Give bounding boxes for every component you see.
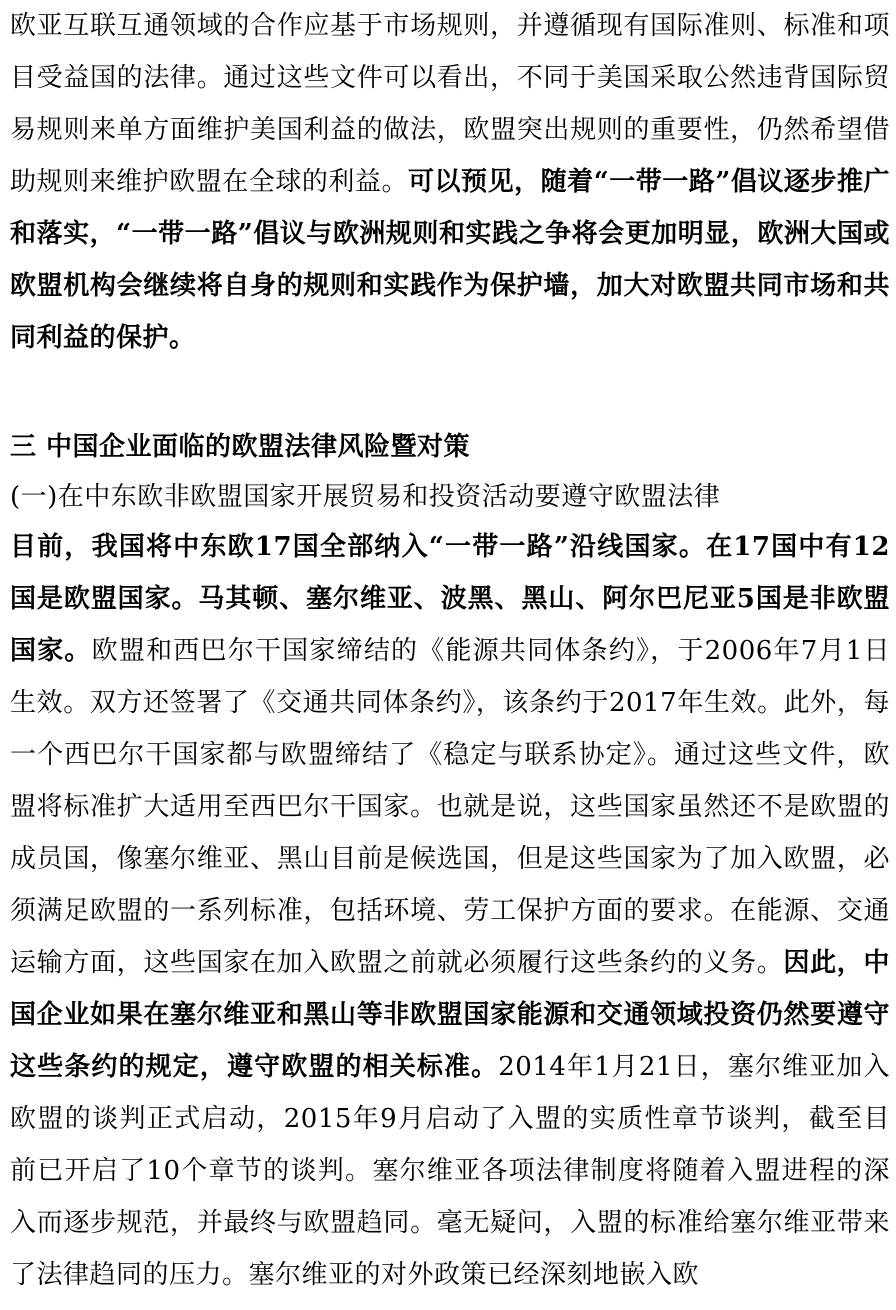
- paragraph-text: 欧盟和西巴尔干国家缔结的《能源共同体条约》，于2006年7月1日生效。双方还签署了《交通共同体条约》，该条约于2017年生效。此外，每一个西巴尔干国家都与欧盟缔结了《稳定与联系协定》。通过这些文件，欧盟将标准扩大适用至西巴尔干国家。也就是说，这些国家虽然还不是欧盟的成员国，像塞尔维亚、黑山目前是候选国，但是这些国家为了加入欧盟，必须满足欧盟的一系列标准，包括环境、劳工保护方面的要求。在能源、交通运输方面，这些国家在加入欧盟之前就必须履行这些条约的义务。: [10, 636, 890, 978]
- paragraph-text: 欧亚互联互通领域的合作应基于市场规则，并遵循现有国际准则、标准和项目受益国的法律。通过这些文件可以看出，不同于美国采取公然违背国际贸易规则来单方面维护美国利益的做法，欧盟突出规则的重要性，仍然希望借助规则来维护欧盟在全球的利益。: [10, 11, 890, 197]
- subsection-heading: (一)在中东欧非欧盟国家开展贸易和投资活动要遵守欧盟法律: [10, 482, 721, 512]
- emphasized-text: 因此，中国企业如果在塞尔维亚和黑山等非欧盟国家能源和交通领域投资仍然要遵守这些条约的规定，遵守欧盟的相关标准。: [10, 948, 890, 1082]
- emphasized-text: 可以预见，随着“一带一路”倡议逐步推广和落实，“一带一路”倡议与欧洲规则和实践之争将会更加明显，欧洲大国或欧盟机构会继续将自身的规则和实践作为保护墙，加大对欧盟共同市场和共同利益的保护。: [10, 167, 890, 353]
- section-heading: 三 中国企业面临的欧盟法律风险暨对策: [10, 432, 471, 462]
- body-paragraph-eu-rules: [10, 0, 890, 364]
- emphasized-text: 目前，我国将中东欧17国全部纳入“一带一路”沿线国家。在17国中有12国是欧盟国家。马其顿、塞尔维亚、波黑、黑山、阿尔巴尼亚5国是非欧盟国家。: [10, 532, 890, 666]
- paragraph-text: 2014年1月21日，塞尔维亚加入欧盟的谈判正式启动，2015年9月启动了入盟的实质性章节谈判，截至目前已开启了10个章节的谈判。塞尔维亚各项法律制度将随着入盟进程的深入而逐步规范，并最终与欧盟趋同。毫无疑问，入盟的标准给塞尔维亚带来了法律趋同的压力。塞尔维亚的对外政策已经深刻地嵌入欧: [10, 1052, 890, 1290]
- body-paragraph-western-balkans: [10, 521, 890, 1301]
